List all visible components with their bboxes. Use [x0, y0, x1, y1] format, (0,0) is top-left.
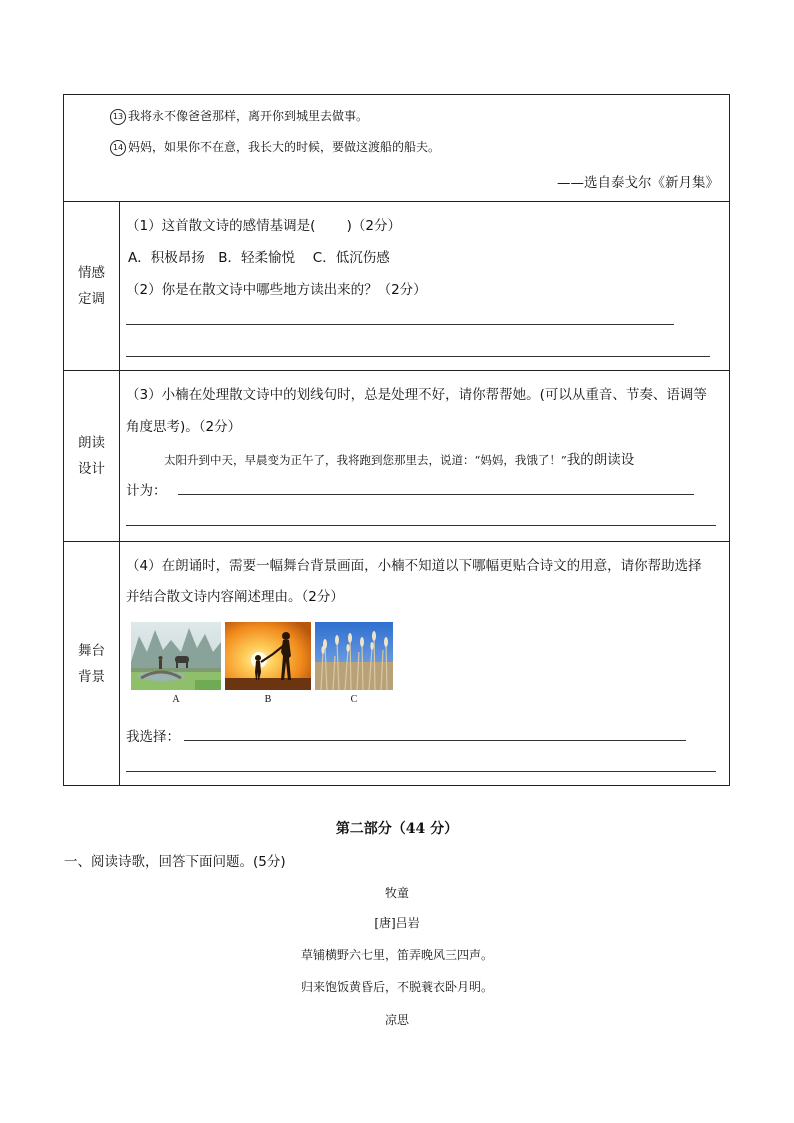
poem-title: 牧童	[384, 886, 409, 900]
image-caption-b: B	[264, 694, 272, 705]
reeds-blue-sky-image[interactable]	[315, 622, 393, 690]
circled-number-14: 14	[110, 140, 126, 156]
poem-line-14: 14 妈妈，如果你不在意，我长大的时候，要做这渡船的船夫。	[110, 138, 440, 156]
answer-line[interactable]	[126, 525, 716, 526]
part-two-heading: 第二部分（44 分）	[335, 821, 459, 837]
image-caption-a: A	[172, 694, 180, 705]
sunset-mother-child-silhouette-image[interactable]	[225, 622, 311, 690]
answer-line[interactable]	[126, 771, 716, 772]
choice-label: 我选择：	[126, 729, 180, 745]
question-1-options: A．积极昂扬 B．轻柔愉悦 C．低沉伤感	[128, 250, 390, 266]
part-two-question-1: 一、阅读诗歌，回答下面问题。(5分)	[64, 854, 286, 870]
question-4: （4）在朗诵时，需要一幅舞台背景画面，小楠不知道以下哪幅更贴合诗文的用意，请你帮助选择	[126, 558, 702, 574]
row-label-stage: 舞台 背景	[64, 542, 120, 786]
question-2: （2）你是在散文诗中哪些地方读出来的？（2分）	[126, 282, 427, 298]
reading-quote-line: 太阳升到中天，早晨变为正午了，我将跑到您那里去，说道：“妈妈，我饿了！”我的朗读设	[164, 452, 635, 468]
row-label-reading: 朗读 设计	[64, 371, 120, 542]
answer-line[interactable]	[126, 356, 710, 357]
row-label-emotion: 情感 定调	[64, 202, 120, 371]
landscape-river-cattle-image[interactable]	[131, 622, 221, 690]
reading-question-cell	[120, 371, 730, 542]
question-1: （1）这首散文诗的感情基调是( )（2分）	[126, 218, 402, 234]
image-caption-c: C	[350, 694, 358, 705]
design-label: 计为：	[126, 483, 167, 499]
answer-line[interactable]	[184, 740, 686, 741]
next-poem-title: 凉思	[384, 1013, 409, 1027]
poem-source: ——选自泰戈尔《新月集》	[557, 175, 719, 191]
circled-number-13: 13	[110, 109, 126, 125]
emotion-question-cell	[120, 202, 730, 371]
poem-author: [唐]吕岩	[374, 916, 420, 930]
underlined-quote: 太阳升到中天，早晨变为正午了，我将跑到您那里去，说道：“妈妈，我饿了！”	[164, 453, 567, 467]
answer-line[interactable]	[178, 494, 694, 495]
poem-excerpt-cell	[64, 95, 730, 202]
poem-line-1: 草铺横野六七里，笛弄晚风三四声。	[300, 948, 493, 962]
question-3-cont: 角度思考)。（2分）	[126, 419, 242, 435]
question-4-cont: 并结合散文诗内容阐述理由。（2分）	[126, 589, 344, 605]
poem-line-2: 归来饱饭黄昏后，不脱蓑衣卧月明。	[300, 980, 493, 994]
poem-line-13: 13 我将永不像爸爸那样，离开你到城里去做事。	[110, 107, 368, 125]
question-table	[63, 94, 730, 786]
stage-question-cell	[120, 542, 730, 786]
answer-line[interactable]	[126, 324, 674, 325]
question-3: （3）小楠在处理散文诗中的划线句时，总是处理不好，请你帮帮她。(可以从重音、节奏、语调等	[126, 387, 707, 403]
